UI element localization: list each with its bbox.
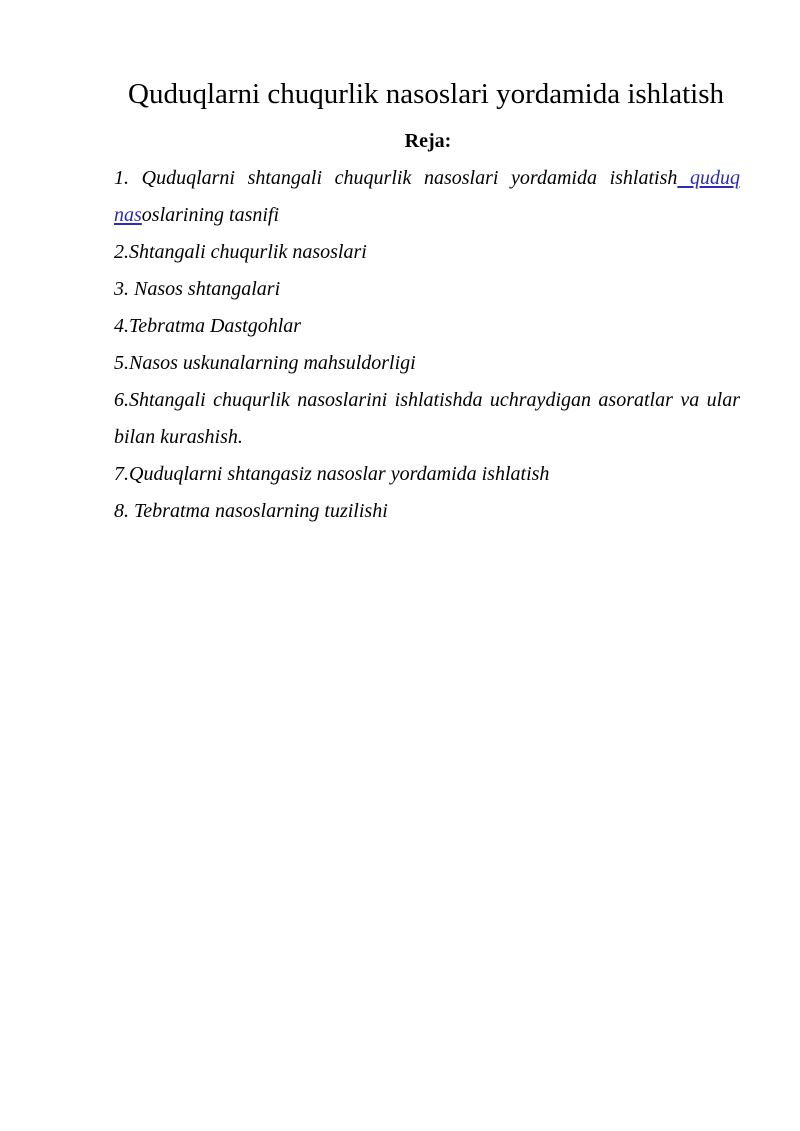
plan-item-number: 3. bbox=[114, 278, 129, 300]
plan-item-2 bbox=[114, 234, 740, 271]
plan-item-text: Quduqlarni shtangasiz nasoslar yordamida ishlatish bbox=[129, 463, 550, 485]
plan-item-5 bbox=[114, 345, 740, 382]
plan-item-text-continued: oslarining tasnifi bbox=[141, 204, 280, 226]
plan-heading: Reja: bbox=[404, 130, 452, 152]
plan-item-text: Nasos shtangalari bbox=[129, 278, 281, 300]
plan-item-1 bbox=[114, 160, 740, 234]
plan-item-number: 5. bbox=[114, 352, 129, 374]
plan-item-number: 1. bbox=[114, 167, 129, 189]
plan-item-link[interactable]: quduq nas bbox=[114, 167, 740, 226]
plan-item-text: Nasos uskunalarning mahsuldorligi bbox=[129, 352, 416, 374]
plan-item-text: Tebratma nasoslarning tuzilishi bbox=[129, 500, 388, 522]
plan-item-number: 8. bbox=[114, 500, 129, 522]
plan-item-number: 6. bbox=[114, 389, 129, 411]
document-title: Quduqlarni chuqurlik nasoslari yordamida ishlatish bbox=[128, 78, 725, 110]
plan-item-7 bbox=[114, 456, 740, 493]
plan-item-text: Tebratma Dastgohlar bbox=[129, 315, 302, 337]
plan-item-text: Quduqlarni shtangali chuqurlik nasoslari yordamida ishlatish bbox=[129, 167, 678, 189]
plan-item-number: 2. bbox=[114, 241, 129, 263]
plan-item-8 bbox=[114, 493, 740, 530]
plan-item-number: 7. bbox=[114, 463, 129, 485]
plan-item-text: Shtangali chuqurlik nasoslari bbox=[129, 241, 367, 263]
plan-item-number: 4. bbox=[114, 315, 129, 337]
plan-list bbox=[114, 160, 740, 530]
plan-item-text: Shtangali chuqurlik nasoslarini ishlatishda uchraydigan asoratlar va ular bilan kurashish. bbox=[114, 389, 740, 448]
plan-item-4 bbox=[114, 308, 740, 345]
plan-item-6 bbox=[114, 382, 740, 456]
plan-item-3 bbox=[114, 271, 740, 308]
